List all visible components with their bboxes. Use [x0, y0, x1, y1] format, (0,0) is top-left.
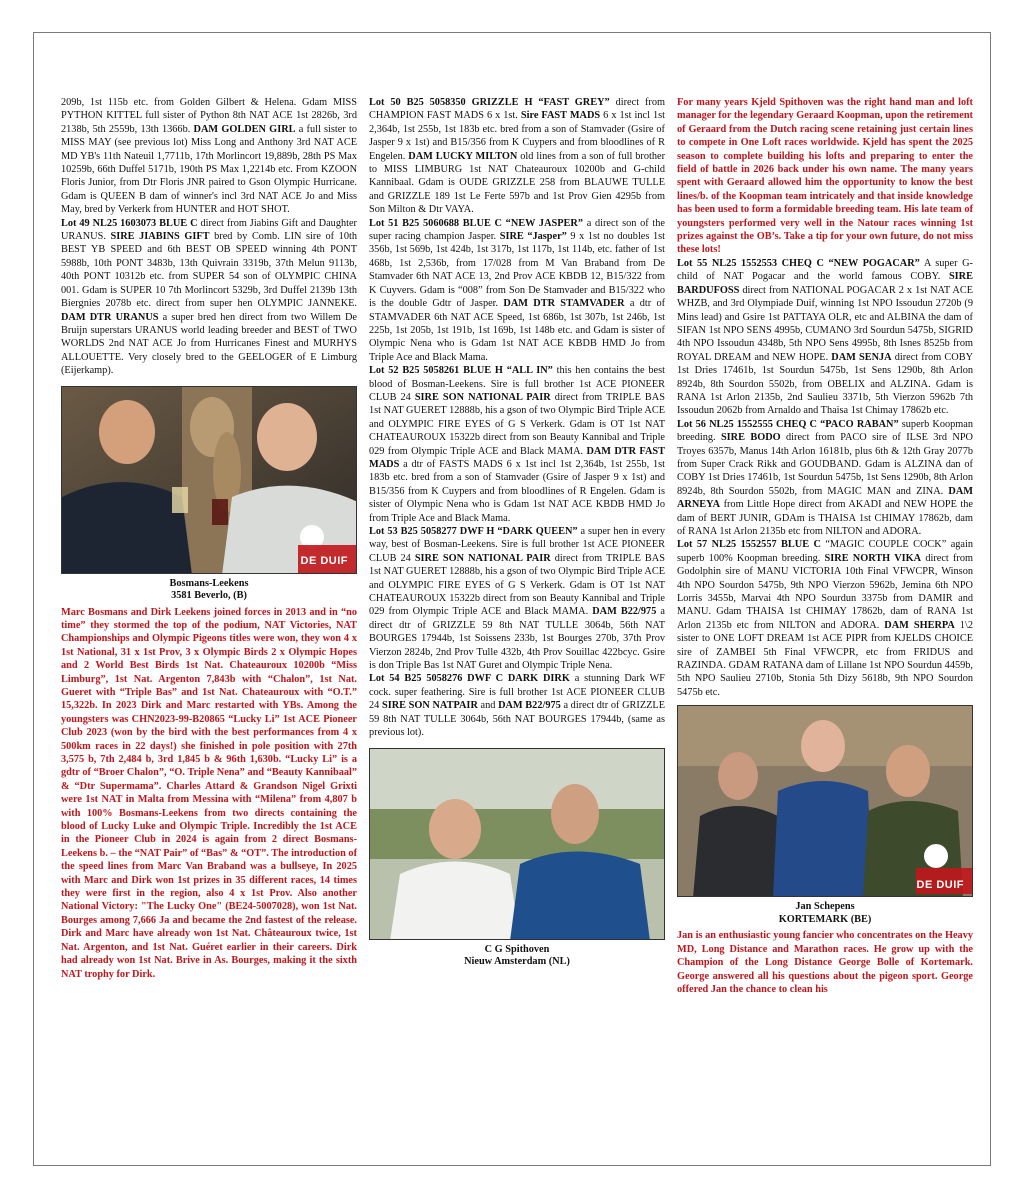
photo-bosmans-leekens	[61, 386, 357, 574]
photo-spithoven	[369, 748, 665, 940]
lot-56: Lot 56 NL25 1552555 CHEQ C “PACO RABAN” superb Koopman breeding. SIRE BODO direct from PACO sire of ILSE 3rd NPO Troyes 6357b, Manus 14th Arlon 16181b, plus 6th & 12th Gray 2077b from Super Crack Rikk and GOUDBAND. Gdam is ALZINA dan of COBY 1st Dries 17461b, 1st Sourdun 5475b, 1st Sens 1290b, 8th Arlon 8924b, 8th Sourdon 5502b, from MAGIC MAN and ZINA. DAM ARNEYA from Little Hope direct from AKADI and NEW HOPE the dam of BERT JUNIR, GDAm is THAISA 1st CHIMAY 17862b, dam of RANA 1st Arlon 2135b etc from NILTON and ADORA.	[677, 418, 973, 537]
logo-text: DE DUIF	[300, 555, 348, 568]
lot-57: Lot 57 NL25 1552557 BLUE C “MAGIC COUPLE COCK” again superb 100% Koopman breeding. SIRE NORTH VIKA direct from Godolphin sire of MANU VICTORIA 10th Final VFWCPR, Winson 4th NPO Sourdon 5475b, 9th NPO Vierzon 5962b, Jemina 6th NPO Lorris 3455b, Marvai 4th NPO Sourdun 3375b from DAMIR and MANU. Gdam THAISA 1st CHIMAY 17862b, dam of RANA 1st Arlon 2135b etc from NILTON and ADORA. DAM SHERPA 1\2 sister to ONE LOFT DREAM 1st ACE PIPR from KJELDS CHOICE sire of ZAMBEI 5th Final VFWCPR, etc from FRIDUS and RAZINDA. GDAM RATANA dam of Lillane 1st NPO Sourdun 4459b, 5th NPO Saulieu 2710b, Stonia 5th Dizy 5618b, 9th NPO Sourdon 5475b etc.	[677, 539, 974, 698]
paragraph: 209b, 1st 115b etc. from Golden Gilbert & Helena. Gdam MISS PYTHON KITTEL full sister of Python 8th NAT ACE 1st 2826b, 3rd 2138b, 5th 2559b, 13th 1366b. DAM GOLDEN GIRL a full sister to MISS MAY (see previous lot) Miss Long and Anthony 3rd NAT ACE MD YB's 11th Nateuil 1,7711b, 17th Morlincort 19,889b, 28th PS Max 10259b, 66th Duffel 5171b, 190th PS Max 1,2214b etc. From KZOON Floris Junior, from Dtr Floris JNR paired to Gson Olympic Hurricane. Gdam is QUEEN B dam of winner's incl 3rd NAT ACE Jo and Miss May, bred by Verkerk from HUNTER and HOT SHOT.	[61, 97, 358, 216]
photo-caption: Bosmans-Leekens 3581 Beverlo, (B)	[169, 577, 249, 602]
two-men-toasting-image	[62, 387, 357, 574]
lot-54: Lot 54 B25 5058276 DWF C DARK DIRK a stunning Dark WF cock. super feathering. Sire is full brother 1st ACE PIONEER CLUB 24 SIRE SON NATPAIR and DAM B22/975 a direct dtr of GRIZZLE 59 8th NAT TULLE 3064b, 56th NAT BOURGES 17944b, (same as previous lot).	[369, 673, 666, 739]
logo-text: DE DUIF	[916, 878, 964, 891]
column-3	[677, 96, 973, 996]
photo-caption: C G Spithoven Nieuw Amsterdam (NL)	[464, 943, 570, 967]
three-people-image	[678, 706, 973, 897]
photo-caption: Jan Schepens KORTEMARK (BE)	[778, 901, 872, 925]
feature-story: For many years Kjeld Spithoven was the right hand man and loft manager for the legendary Geraard Koopman, upon the retirement of Geraard from the Dutch racing scene retaining just certain lines to compete in One Loft races worldwide. Kjeld has spent the 2025 season to complete building his lofts and preparing to enter the field of battle in 2026 back under his own name. The many years spent with Geraard allowed him the opportunity to know the best lines/b. of the Koopman team intricately and that inside knowledge has been used to form a formidable breeding team. His late team of youngsters performed very well in the Natour races winning 1st prizes against the OB’s. Take a tip for your own future, do not miss these lots!	[677, 97, 973, 256]
column-1	[61, 96, 357, 981]
column-2	[369, 96, 665, 972]
two-men-portrait-image	[370, 749, 665, 940]
lot-55: Lot 55 NL25 1552553 CHEQ C “NEW POGACAR” A super G-child of NAT Pogacar and the world famous COBY. SIRE BARDUFOSS direct from NATIONAL POGACAR 2 x 1st NAT ACE WHZB, and 3rd Olympiade Duif, winning 1st NPO Issoudun 2720b (9 Mins lead) and Gsire 1st PATTAYA OLR, etc and ALBINA the dam of SIFAN 1st NPO SENS 4995b, CUMANO 3rd Sourdun 5475b, SIGRID 4th NPO Issoudun 4348b, 5th NPO Sens 4995b, 8th Isnes 8525b from ROYAL DREAM and NEW HOPE. DAM SENJA direct from COBY 1st Dries 17461b, 1st Sourdun 5475b, 1st Sens 1290b, 8th Arlon 8924b, 8th Sourdon 5502b, from OBELIX and ALZINA. Gdam is RANA 1st Arlon 2135b, 2nd Saulieu 3371b, 5th Vierzon 5962b 7th Issoudun 2062b from Arnaldo and Thaisa 1st Chimay 17862b etc.	[677, 257, 974, 417]
feature-story: Jan is an enthusiastic young fancier who concentrates on the Heavy MD, Long Distance and Marathon races. He grow up with the Champion of the Long Distance George Bolle of Kortemark. George answered all his questions about the pigeon sport. George offered Jan the chance to clean his	[677, 930, 973, 995]
lot-52: Lot 52 B25 5058261 BLUE H “ALL IN” this hen contains the best blood of Bosman-Leekens. Sire is full brother 1st ACE PIONEER CLUB 24 SIRE SON NATIONAL PAIR direct from TRIPLE BAS 1st NAT GUERET 12888b, his a gson of two Olympic Bird Triple ACE and OLYMPIC FIRE EYES of G S Verkerk. Gdam is OT 1st NAT CHATEAUROUX 15322b direct from son Beauty Kannibal and Triple 029 from Olympic Triple ACE and Black MAMA. DAM DTR FAST MADS a dtr of FASTS MADS 6 x 1st incl 1st 2,364b, 1st 255b, 1st 183b etc. bred from a son of Stamvader (Gsire of Jasper 9 x 1st) and B15/356 from K Cuypers and from bloodlines of R Engelen. Gdam is sister of Olympic Nena who is Gdam 1st NAT ACE KBDB HMD Jo from Triple Ace and Black Mama.	[369, 365, 665, 524]
lot-50: Lot 50 B25 5058350 GRIZZLE H “FAST GREY” direct from CHAMPION FAST MADS 6 x 1st. Sire FAST MADS 6 x 1st incl 1st 2,364b, 1st 255b, 1st 183b etc. bred from a son of Stamvader (Gsire of Jasper 9 x 1st) and B15/356 from K Cuypers and from bloodlines of R Engelen. DAM LUCKY MILTON old lines from a son of full brother to MISS LIMBURG 1st NAT Chateauroux 10200b and G-child Kannibaal. Gdam is OUDE GRIZZLE 258 from BLAUWE TULLE and GRIZZLE 189 1st Le Ferte 597b and 1st Prov Gien 4295b from Son Milton & Dtr VAYA.	[369, 97, 665, 216]
dam-name: DAM GOLDEN GIRL	[193, 123, 296, 135]
feature-story: Marc Bosmans and Dirk Leekens joined forces in 2013 and in “no time” they stormed the top of the podium, NAT Victories, NAT Championships and Olympic Pigeons titles were won, they won 4 x 1st National, 31 x 1st Prov, 3 x Olympic Birds 2 x Olympic Hopes and 2 World Best Birds 1st Nat. Chateauroux 10200b “Miss Limburg”, 1st Nat. Argenton 7,843b with “Chalon”, 1st Nat. Gueret with “Triple Bas” and 1st Nat. Chateauroux with “O.T.” 15,322b. In 2023 Dirk and Marc restarted with YBs. Among the youngsters was CHN2023-99-B20865 “Lucky Li” 1st ACE Pioneer Club 2023 (won by the bird with the best performances from 4 x 500km races in 22 days!) she finished in pole position with 27th 3,575 b, 7th 2,484 b, 3rd 1,845 b & 96th 1,630b. “Lucky Li” is a gdtr of “Broer Chalon”, “O. Triple Nena” and “Beauty Kannibaal” & “Dtr Supermama”. Charles Attard & Grandson Nigel Grixti were 1st NAT in Malta from Messina with “Milena” from 4,807 b with 100% Bosmans-Leekens from two directs containing the blood of Lucky Luke and Olympic Triple. Incredibly the 1st ACE in the Pioneer Club in 2024 is again from 2 direct Bosmans-Leekens b. – the “NAT Pair” of “Bas” & “OT”. The introduction of the speed lines from Marc Van Braband was a bullseye, In 2025 with Marc and Dirk won 1st prizes in 35 different races, 14 times they were first in the region, also 4 x 1st Prov. Also another National Victory: "The Lucky One" (BE24-5007028), won 1st Nat. Bourges among 7,666 Ja and became the 2nd fastest of the release. Dirk and Marc have already won 1st Nat. Châteauroux twice, 1st Nat. Argenton, and 1st Nat. Guéret earlier in their careers. Dirk had already won 1st Nat. Brive in As. Bourges, making it the sixth NAT trophy for Dirk.	[61, 606, 357, 980]
dam-name: DAM DTR URANUS	[61, 311, 159, 323]
lot-49: Lot 49 NL25 1603073 BLUE C direct from Jiabins Gift and Daughter URANUS. SIRE JIABINS GIFT bred by Comb. LIN sire of 10th BEST YB SPEED and 6th BEST OB SPEED winning 4th PONT 5988b, 10th PONT 3483b, 13th Quivrain 3319b, 37th Melun 9113b, 40th PONT 10312b etc. from SUPER 54 son of OLYMPIC CHINA 001. Gdam is SUPER 10 7th Morlincort 5329b, 3rd Duffel 2139b 13th Biergnies 2078b etc. direct from super hen OLYMPIC JANNEKE. DAM DTR URANUS a super bred hen direct from two Willem De Bruijn superstars URANUS world leading breeder and BEST of TWO WORLDS 2nd NAT ACE Jo from Hurricanes Finest and MURHYS ALLOUETTE. Very closely bred to the GEELOGER of E Limburg (Eijerkamp).	[61, 217, 357, 377]
lot-51: Lot 51 B25 5060688 BLUE C “NEW JASPER” a direct son of the super racing champion Jasper. SIRE “Jasper” 9 x 1st no doubles 1st 356b, 1st 569b, 1st 424b, 1st 317b, 1st 117b, 1st 114b, etc. father of 1st 468b, 1st 2,536b, from 17/028 from M Van Braband from De Stamvader 6th NAT ACE 13, 2nd Prov ACE KBDB 12, B15/322 from K Cuyvers. Gdam is “008” from Son De Stamvader and B15/322 who is the double Gdtr of Jasper. DAM DTR STAMVADER a dtr of STAMVADER 6th NAT ACE Speed, 1st 686b, 1st 307b, 1st 246b, 1st 225b, 1st 205b, 1st 191b, 1st 169b, 1st 148b etc. and Gdam is sister of Olympic Nena who is Gdam 1st NAT ACE KBDB HMD Jo from Triple Ace and Black Mama.	[369, 217, 666, 363]
de-duif-logo-icon	[924, 844, 948, 868]
lot-title: Lot 49 NL25 1603073 BLUE C	[61, 217, 198, 229]
photo-schepens	[677, 705, 973, 897]
lot-53: Lot 53 B25 5058277 DWF H “DARK QUEEN” a super hen in every way, best of Bosman-Leekens. Sire is full brother 1st ACE PIONEER CLUB 24 SIRE SON NATIONAL PAIR direct from TRIPLE BAS 1st NAT GUERET 12888b, his a gson of two Olympic Bird Triple ACE and OLYMPIC FIRE EYES of G S Verkerk. Gdam is OT 1st NAT CHATEAUROUX 15322b direct from son Beauty Kannibal and Triple 029 from Olympic Triple ACE and Black MAMA. DAM B22/975 a direct dtr of GRIZZLE 59 8th NAT TULLE 3064b, 56th NAT BOURGES 17944b, 1st Soissens 233b, 1st Bourges 270b, 37th Prov Vierzon 2824b, 2nd Prov Tulle 432b, 4th Prov Souillac 422bcyc. Gsire is don Triple Bas 1st NAT Guret and Olympic Triple Nena.	[369, 526, 665, 672]
sire-name: SIRE JIABINS GIFT	[110, 231, 210, 243]
